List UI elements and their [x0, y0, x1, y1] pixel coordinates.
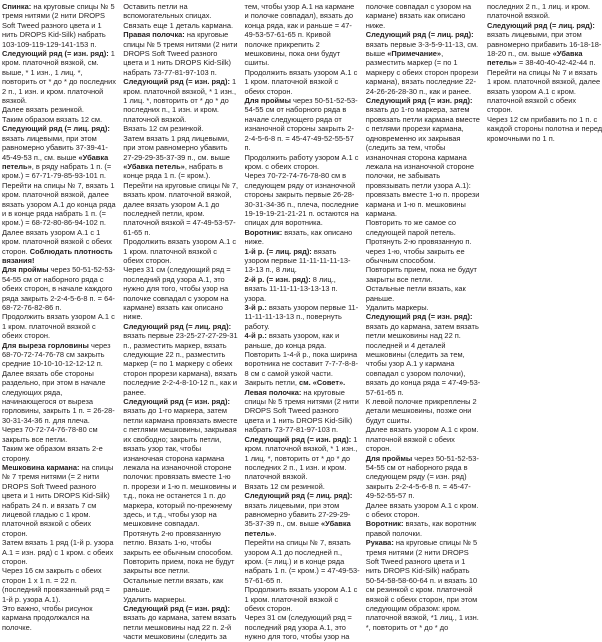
text-run: на спицы № 7 тремя нитями (= 2 нити DROPS Soft Tweed разного цвета и 1 нить DROPS Kid-Silk) набрать 24 п. и вязать 7 см лицевой гладью с 1 кром. платочной вязкой с обеих сторон.	[2, 462, 114, 538]
text-run: 8 лиц., вязать 11-11-11-13-13-13 п. узора.	[244, 274, 338, 303]
bold-run: Следующий ряд (= изн. ряд):	[123, 397, 230, 407]
text-run: вязать узором первые 11-11-11-11-13-13 п., повернуть работу.	[244, 303, 359, 331]
paragraph	[2, 115, 117, 124]
text-run: Перейти на спицы № 7, вязать узором А.1 до последней п., кром. (= лиц.) и в конце ряда набрать 1 п. (= кром.) = 47-49-53-57-61-65 п.	[244, 538, 360, 585]
text-run: Через 31 см (следующий ряд = последний ряд узора А.1, это нужно для того, чтобы узор на полочке совпадал с узором на кармане) вязать как описано ниже.	[244, 2, 472, 642]
text-run: Продолжить вязать узором А.1 с 1 кром. платочной вязкой с обеих сторон.	[123, 237, 237, 265]
text-run: Таким же образом вязать 2-е сторону.	[2, 444, 103, 463]
paragraph	[123, 265, 238, 321]
paragraph	[123, 529, 238, 557]
text-run: Продолжить вязать узором А.1 с 1 кром. платочной вязкой с обеих сторон.	[2, 312, 115, 341]
paragraph	[2, 105, 117, 114]
paragraph	[245, 585, 360, 613]
paragraph	[245, 331, 360, 350]
paragraph	[366, 284, 481, 303]
text-run: , в ряду набрать 1 п. (= кром.) = 67-71-79-85-93-101 п.	[2, 161, 112, 181]
text-run: вязать, как описано ниже.	[244, 227, 353, 247]
text-run: Остальные петли вязать, как раньше.	[123, 575, 224, 595]
paragraph	[366, 30, 481, 96]
text-run: через 50-51-52-53-54-55 см от наборного ряда в начале следующего ряда от изнаночной стороны закрыть 2-2-4-5-6-8 п. = 45-47-49-52-55-57 п.	[244, 96, 358, 153]
paragraph	[366, 501, 481, 520]
paragraph	[2, 124, 117, 180]
text-run: Через 16 см закрыть с обеих сторон 1 х 1 п. = 22 п. (последний провязанный ряд = 1-й р. узора А.1).	[2, 566, 110, 604]
text-run: вязать лицевыми, при этом равномерно убавить 27-29-29-35-37-39 п., см. выше	[244, 500, 351, 529]
paragraph	[245, 482, 360, 491]
paragraph	[2, 444, 117, 463]
text-run: Затем вязать 1 ряд (1-й р. узора А.1 = изн. ряд) с 1 кром. с обеих сторон.	[2, 538, 114, 566]
text-run: Удалить маркеры.	[365, 303, 429, 312]
paragraph	[245, 247, 360, 275]
bold-run: Следующий ряд (= лиц. ряд):	[487, 20, 595, 30]
text-run: Связать еще 1 деталь кармана.	[123, 20, 234, 30]
text-run: Повторить прием, пока не будут закрыты все петли.	[123, 556, 235, 576]
paragraph	[366, 454, 481, 501]
text-run: вязать лицевыми, при этом равномерно убавить 37-39-41-45-49-53 п., см. выше	[2, 133, 108, 162]
paragraph	[245, 153, 360, 172]
paragraph	[123, 134, 238, 181]
paragraph	[123, 576, 238, 595]
bold-run: «Убавка петель»	[487, 49, 583, 68]
paragraph	[245, 275, 360, 303]
text-run: = 38-40-40-42-42-44 п.	[516, 58, 596, 68]
bold-run: Соблюдать плотность вязания!	[2, 246, 113, 265]
paragraph	[2, 49, 117, 105]
paragraph	[487, 115, 602, 143]
text-run: Далее вязать узором А.1 с кром. платочной вязкой с обеих сторон.	[365, 425, 479, 454]
bold-run: Следующий ряд (= изн. ряд):	[123, 604, 230, 613]
paragraph	[245, 171, 360, 227]
paragraph	[123, 595, 238, 604]
paragraph	[245, 68, 360, 96]
text-run: вязать первые 23-25-27-27-29-31 п., разместить маркер, вязать следующие 22 п., разместить маркер (= по 1 маркеру с обеих сторон прорези кармана), вязать последние 2-2-4-8-10-12 п., как и ранее.	[123, 331, 238, 397]
text-run: вязать лицевыми, при этом равномерно прибавить 16-18-18-18-20 п., см. выше	[487, 30, 602, 59]
text-run: Через 31 см (следующий ряд = последний ряд узора А.1, это нужно для того, чтобы узор на полочке совпадал с узором на кармане) вязать как описано ниже.	[123, 265, 231, 322]
paragraph	[245, 96, 360, 152]
paragraph	[2, 604, 117, 632]
paragraph	[487, 68, 602, 115]
paragraph	[123, 21, 238, 30]
text-run: Удалить маркеры.	[123, 594, 187, 604]
text-run: К левой полочке прикреплены 2 детали мешковины, позже они будут сшиты.	[365, 397, 477, 425]
text-run: 1 кром. платочной вязкой, * 1 изн., 1 лиц. *, повторить от * до * до последних п., 1 изн. и кром. платочной вязкой.	[123, 77, 237, 124]
paragraph	[245, 378, 360, 387]
text-run: Закрыть петли,	[244, 378, 299, 388]
bold-run: Для выреза горловины	[2, 340, 89, 350]
paragraph	[123, 124, 238, 133]
bold-run: 2-й р. (= изн. ряд):	[244, 274, 311, 284]
paragraph	[2, 228, 117, 266]
bold-run: Следующий ряд (= изн. ряд):	[244, 434, 352, 444]
text-run: вязать до кармана, затем вязать петли мешковины над 22 п. 2-й части мешковины (следить за тем, чтобы узор А.1 на кармане и полочке совпадал), вязать до конца ряда, как и раньше = 47-49-53-57-61-65 п. Кривой полочке прикрепить 2 мешковины, пока они будут сшиты.	[123, 2, 355, 642]
paragraph	[2, 265, 117, 312]
bold-run: Рукава:	[365, 538, 394, 548]
text-run: через 50-51-52-53-54-55 см от наборного ряда с обеих сторон, в начале каждого ряда закрыть 2-2-4-5-6-8 п. = 64-68-72-76-82-86 п.	[2, 265, 116, 312]
bold-run: Спинка:	[2, 2, 32, 11]
paragraph	[123, 237, 238, 265]
bold-run: Следующий ряд (= изн. ряд):	[123, 77, 230, 87]
paragraph	[2, 425, 117, 444]
text-run: Остальные петли вязать, как раньше.	[365, 284, 466, 303]
text-run: Через 70-72-74-76-78-80 см закрыть все петли.	[2, 425, 98, 444]
text-run: вязать до 1-го маркера, затем провязать петли кармана вместе с петлями прорези кармана, одновременно их закрывая (следить за тем, чтобы изнаночная сторона кармана лежала на изнаночной стороне полочки, не забывать провязывать петли узора А.1): провязать вместе 1-ю п. прорези кармана и 1-ю п. мешковины кармана.	[365, 105, 480, 218]
bold-run: Воротник:	[365, 519, 404, 529]
text-run: Через 70-72-74-76-78-80 см в следующем ряду от изнаночной стороны закрыть первые 26-28-30-31-34-36 п., плеча, последние 19-19-19-21-21-21 п. остаются на спицах для воротника.	[244, 171, 359, 228]
paragraph	[366, 265, 481, 284]
text-run: Вязать 12 см резинкой.	[123, 124, 204, 134]
text-run: 1 кром. платочной вязкой, * 1 изн., 1 лиц. *, повторить от * до * до последних 2 п., 1 изн. и кром. платочной вязкой.	[244, 434, 358, 482]
text-run: Продолжить вязать узором А.1 с 1 кром. платочной вязкой с обеих сторон.	[244, 585, 358, 613]
text-run: Далее вязать узором А.1 с кром. с обеих сторон.	[365, 500, 479, 519]
text-run: через 68-70-72-74-76-78 см закрыть средние 10-10-10-12-12-12 п.	[2, 340, 111, 369]
text-run: Протянуть 2-ю провязанную петлю. Вязать 1-ю, чтобы закрыть ее обычным способом.	[123, 528, 233, 557]
text-run: Перейти на спицы № 7, вязать 1 кром. платочной вязкой, далее вязать узором А.1 до конца ряда и в конце ряда набрать 1 п. (= кром.) = 68-72-80-86-94-102 п.	[2, 180, 116, 228]
paragraph	[366, 425, 481, 453]
paragraph	[2, 566, 117, 604]
paragraph	[245, 388, 360, 435]
text-run: Перейти на круговые спицы № 7, вязать кром. платочной вязкой, далее вязать узором А.1 до последней петли, кром. платочной вязкой = 47-49-53-57-61-65 п.	[123, 180, 239, 237]
bold-run: Следующий ряд (= лиц. ряд):	[365, 30, 474, 40]
text-run: , разместить маркер (= по 1 маркеру с обеих сторон прорези кармана), вязать последние 22-24-26-26-28-30 п., как и ранее.	[365, 49, 479, 96]
bold-run: Для проймы	[365, 453, 413, 463]
text-run: вязать узором, как и раньше, до конца ряда.	[244, 331, 340, 350]
text-run: вязать до кармана, затем вязать петли мешковины над 22 п. последней и 4 деталей мешковины (следить за тем, чтобы узор А.1 у кармана совпадал с узором полочки), вязать до конца ряда = 47-49-53-57-61-65 п.	[365, 321, 481, 397]
bold-run: «Примечание»	[387, 49, 442, 59]
bold-run: Следующий ряд (= лиц. ряд):	[244, 491, 353, 501]
bold-run: Левая полочка:	[244, 387, 302, 397]
text-run: вязать узором первые 11-11-11-11-13-13-13 п., 8 лиц.	[244, 246, 351, 275]
text-run: Продолжить работу узором А.1 с кром. с обеих сторон.	[244, 152, 359, 171]
text-run: 1 кром. платочной вязкой, см. выше, * 1 изн., 1 лиц. *, повторить от * до * до последних 2 п., 1 изн. и кром. платочной вязкой.	[2, 49, 117, 106]
text-run: Оставить петли на вспомогательных спицах.	[123, 2, 212, 21]
paragraph	[2, 312, 117, 340]
text-run: , набрать в конце ряда 1 п. (= кром.).	[123, 161, 223, 181]
text-run: Вязать 12 см резинкой.	[244, 481, 325, 491]
text-run: Перейти на спицы № 7 и вязать 1 кром. платочной вязкой, далее вязать узором А.1 с кром. платочной вязкой с обеих сторон.	[487, 67, 601, 115]
bold-run: Мешковина кармана:	[2, 462, 80, 472]
bold-run: «Убавка петель»	[244, 519, 351, 538]
bold-run: 1-й р. (= лиц. ряд):	[244, 246, 312, 256]
bold-run: см. «Совет».	[299, 378, 346, 388]
text-run: Далее вязать резинкой.	[2, 105, 84, 115]
text-run: Таким образом вязать 12 см.	[2, 114, 103, 124]
bold-run: Следующий ряд (= лиц. ряд):	[123, 321, 232, 331]
bold-run: Следующий ряд (= изн. ряд):	[365, 312, 473, 322]
bold-run: Воротник:	[244, 227, 283, 237]
text-run: Повторить 1-4-й р., пока ширина воротника не составит 7-7-7-8-8-8 см с самой узкой части.	[244, 350, 358, 378]
text-run: вязать до 1-го маркера, затем петли кармана провязать вместе с петлями мешковины, закрывая их свободно; закрыть петли, вязать узор так, чтобы изнаночная сторона кармана лежала на изнаночной стороне полочки: провязать вместе 1-ю п. прорези и 1-ю п. мешковины и т.д., пока не останется 1 п. до маркера, который по-прежнему здесь, и т.д., чтобы узор на мешковине совпадал.	[123, 406, 238, 529]
paragraph	[123, 397, 238, 529]
paragraph	[245, 538, 360, 585]
paragraph	[2, 181, 117, 228]
text-run: вязать первые 3-3-5-9-11-13, см. выше	[365, 39, 479, 59]
bold-run: Правая полочка:	[123, 30, 185, 40]
bold-run: «Убавка петель»	[2, 152, 109, 171]
text-run: вязать, как воротник правой полочки.	[365, 519, 477, 538]
bold-run: Для проймы	[244, 96, 291, 106]
text-run: Продолжить вязать узором А.1 с 1 кром. платочной вязкой с обеих сторон.	[244, 67, 358, 96]
text-run: Протянуть 2-ю провязанную п. через 1-ю, чтобы закрыть ее обычным способом.	[365, 237, 472, 265]
paragraph	[123, 557, 238, 576]
paragraph	[245, 491, 360, 538]
text-run: Через 12 см прибавить по 1 п. с каждой стороны полотна и перед кромочными по 1 п.	[487, 114, 602, 143]
paragraph	[366, 237, 481, 265]
paragraph	[245, 228, 360, 247]
paragraph	[2, 369, 117, 425]
paragraph	[366, 303, 481, 312]
text-run: на круговые спицы № 5 тремя нитями (2 нити DROPS Soft Tweed разного цвета и 1 нить DROPS Kid-Silk) набрать 73-77-81-97-103 п.	[123, 30, 238, 77]
bold-run: Следующий ряд (= лиц. ряд):	[2, 124, 110, 134]
bold-run: Для проймы	[2, 265, 49, 275]
paragraph	[2, 463, 117, 538]
text-run: .	[274, 528, 277, 538]
paragraph	[245, 350, 360, 378]
paragraph	[366, 519, 481, 538]
paragraph	[366, 397, 481, 425]
paragraph	[123, 30, 238, 77]
text-run: на круговые спицы № 5 тремя нитями (2 нити DROPS Soft Tweed разного цвета и 1 нить DROPS Kid-Silk) набрать 50-54-58-58-60-64 п. и вязать 10 см резинкой с кром. платочной вязкой с обеих сторон, при этом следующим образом: кром. платочной вязкой, *1 лиц., 1 изн. *, повторить от * до * до последних 2 п., 1 лиц. и кром. платочной вязкой.	[365, 2, 591, 632]
text-run: Далее вязать обе стороны раздельно, при этом в начале следующих ряда, начинающегося от выреза горловины, закрыть 1 п. = 26-28-30-31-34-36 п. для плеча.	[2, 368, 115, 425]
text-run: Повторить прием, пока не будут закрыты все петли.	[365, 265, 477, 284]
bold-run: Следующий ряд (= изн. ряд):	[365, 96, 473, 106]
bold-run: Следующий ряд (= изн. ряд):	[2, 49, 109, 59]
paragraph	[366, 96, 481, 218]
text-run: Повторить то же самое со следующей парой петель.	[365, 218, 457, 237]
text-run: Далее вязать узором А.1 с 1 кром. платочной вязкой с обеих сторон.	[2, 227, 112, 256]
text-run: на круговые спицы № 5 тремя нитями (2 нити DROPS Soft Tweed разного цвета и 1 нить DROPS Kid-Silk) набрать 73-77-81-97-103 п.	[244, 387, 359, 435]
paragraph	[123, 2, 238, 21]
bold-run: 3-й р.:	[244, 303, 267, 312]
paragraph	[487, 21, 602, 68]
paragraph	[2, 341, 117, 369]
paragraph	[366, 312, 481, 397]
paragraph	[245, 303, 360, 331]
paragraph	[366, 218, 481, 237]
paragraph	[245, 435, 360, 482]
bold-run: 4-й р.:	[244, 331, 267, 341]
text-run: через 50-51-52-53-54-55 см от наборного ряда в следующем ряду (= изн. ряд) закрыть 2-2-4-5-6-8 п. = 45-47-49-52-55-57 п.	[365, 453, 479, 501]
paragraph	[123, 77, 238, 124]
bold-run: «Убавка петель»	[123, 161, 185, 171]
text-run: Затем вязать 1 ряд лицевыми, при этом равномерно убавить 27-29-29-35-37-39 п., см. выше	[123, 133, 230, 162]
text-run: на круговые спицы № 5 тремя нитями (2 нити DROPS Soft Tweed разного цвета и 1 нить DROPS Kid-Silk) набрать 103-109-119-129-141-153 п.	[2, 2, 115, 49]
text-run: Это важно, чтобы рисунок кармана продолжался на полочке.	[2, 604, 93, 632]
paragraph	[123, 322, 238, 397]
paragraph	[123, 181, 238, 237]
paragraph	[2, 2, 117, 49]
paragraph	[2, 538, 117, 566]
